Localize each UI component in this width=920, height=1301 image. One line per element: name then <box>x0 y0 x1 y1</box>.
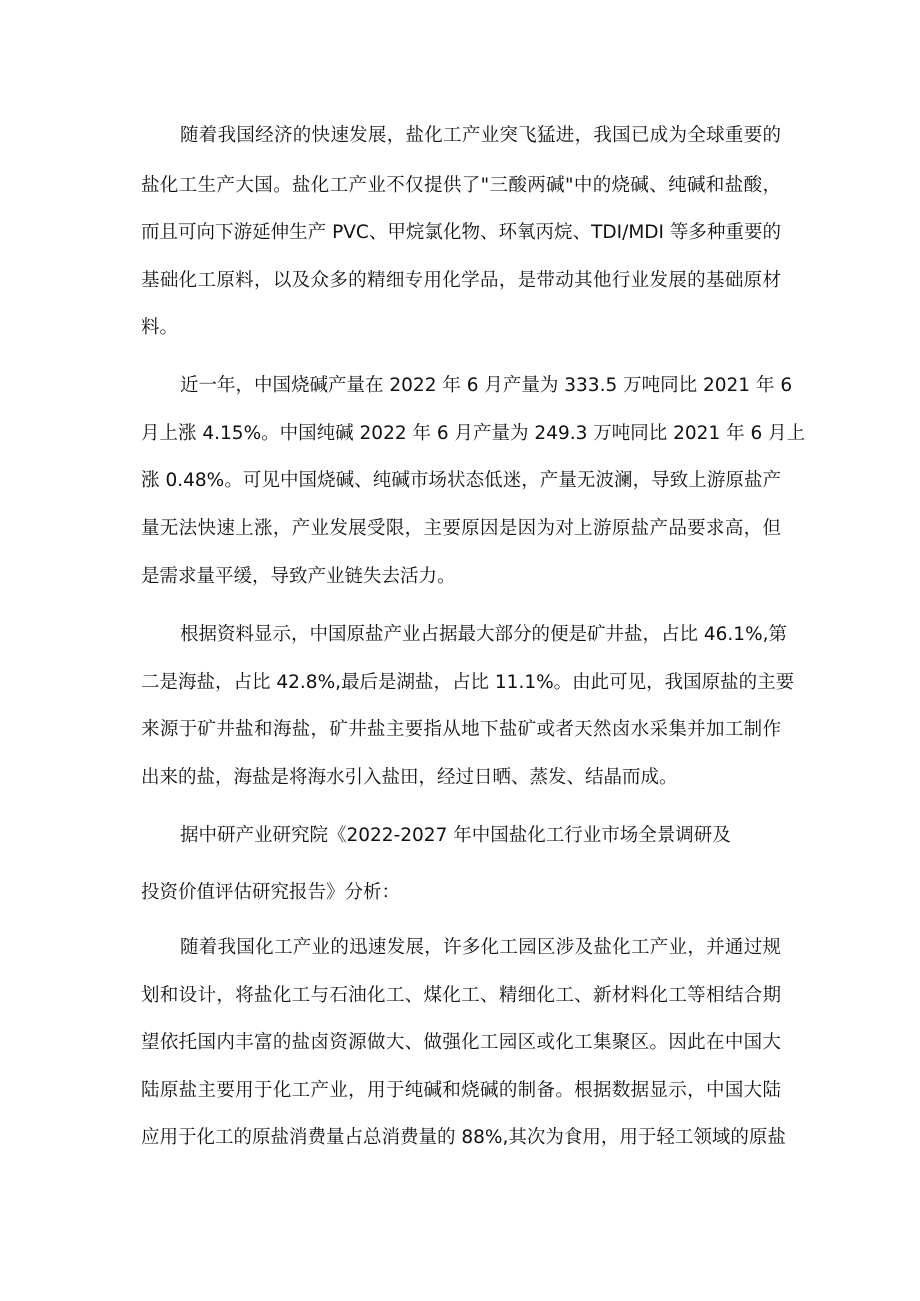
paragraph-line: 投资价值评估研究报告》分析： <box>141 882 401 903</box>
paragraph-line: 月上涨 4.15%。中国纯碱 2022 年 6 月产量为 249.3 万吨同比 2021 年 6 月上 <box>141 423 806 444</box>
paragraph-line: 基础化工原料，以及众多的精细专用化学品，是带动其他行业发展的基础原材 <box>141 270 781 291</box>
paragraph-line: 料。 <box>141 317 179 338</box>
paragraph-line: 根据资料显示，中国原盐产业占据最大部分的便是矿井盐，占比 46.1%,第 <box>180 624 788 645</box>
paragraph-line: 望依托国内丰富的盐卤资源做大、做强化工园区或化工集聚区。因此在中国大 <box>141 1032 781 1053</box>
paragraph-line: 出来的盐，海盐是将海水引入盐田，经过日晒、蒸发、结晶而成。 <box>141 767 678 788</box>
paragraph-line: 应用于化工的原盐消费量占总消费量的 88%,其次为食用，用于轻工领域的原盐 <box>141 1127 786 1148</box>
paragraph-line: 划和设计，将盐化工与石油化工、煤化工、精细化工、新材料化工等相结合期 <box>141 985 781 1006</box>
paragraph-line: 随着我国经济的快速发展，盐化工产业突飞猛进，我国已成为全球重要的 <box>180 125 781 146</box>
paragraph-line: 近一年，中国烧碱产量在 2022 年 6 月产量为 333.5 万吨同比 2021 年 6 <box>180 375 793 396</box>
paragraph-line: 二是海盐，占比 42.8%,最后是湖盐，占比 11.1%。由此可见，我国原盐的主要 <box>141 672 795 693</box>
paragraph-line: 量无法快速上涨，产业发展受限，主要原因是因为对上游原盐产品要求高，但 <box>141 518 781 539</box>
paragraph-line: 据中研产业研究院《2022-2027 年中国盐化工行业市场全景调研及 <box>180 825 731 846</box>
paragraph-line: 随着我国化工产业的迅速发展，许多化工园区涉及盐化工产业，并通过规 <box>180 937 781 958</box>
paragraph-line: 陆原盐主要用于化工产业，用于纯碱和烧碱的制备。根据数据显示，中国大陆 <box>141 1080 781 1101</box>
paragraph-line: 而且可向下游延伸生产 PVC、甲烷氯化物、环氧丙烷、TDI/MDI 等多种重要的 <box>141 222 781 243</box>
paragraph-line: 是需求量平缓，导致产业链失去活力。 <box>141 566 456 587</box>
paragraph-line: 来源于矿井盐和海盐，矿井盐主要指从地下盐矿或者天然卤水采集并加工制作 <box>141 719 781 740</box>
paragraph-line: 盐化工生产大国。盐化工产业不仅提供了"三酸两碱"中的烧碱、纯碱和盐酸， <box>141 175 781 196</box>
paragraph-line: 涨 0.48%。可见中国烧碱、纯碱市场状态低迷，产量无波澜，导致上游原盐产 <box>141 470 781 491</box>
